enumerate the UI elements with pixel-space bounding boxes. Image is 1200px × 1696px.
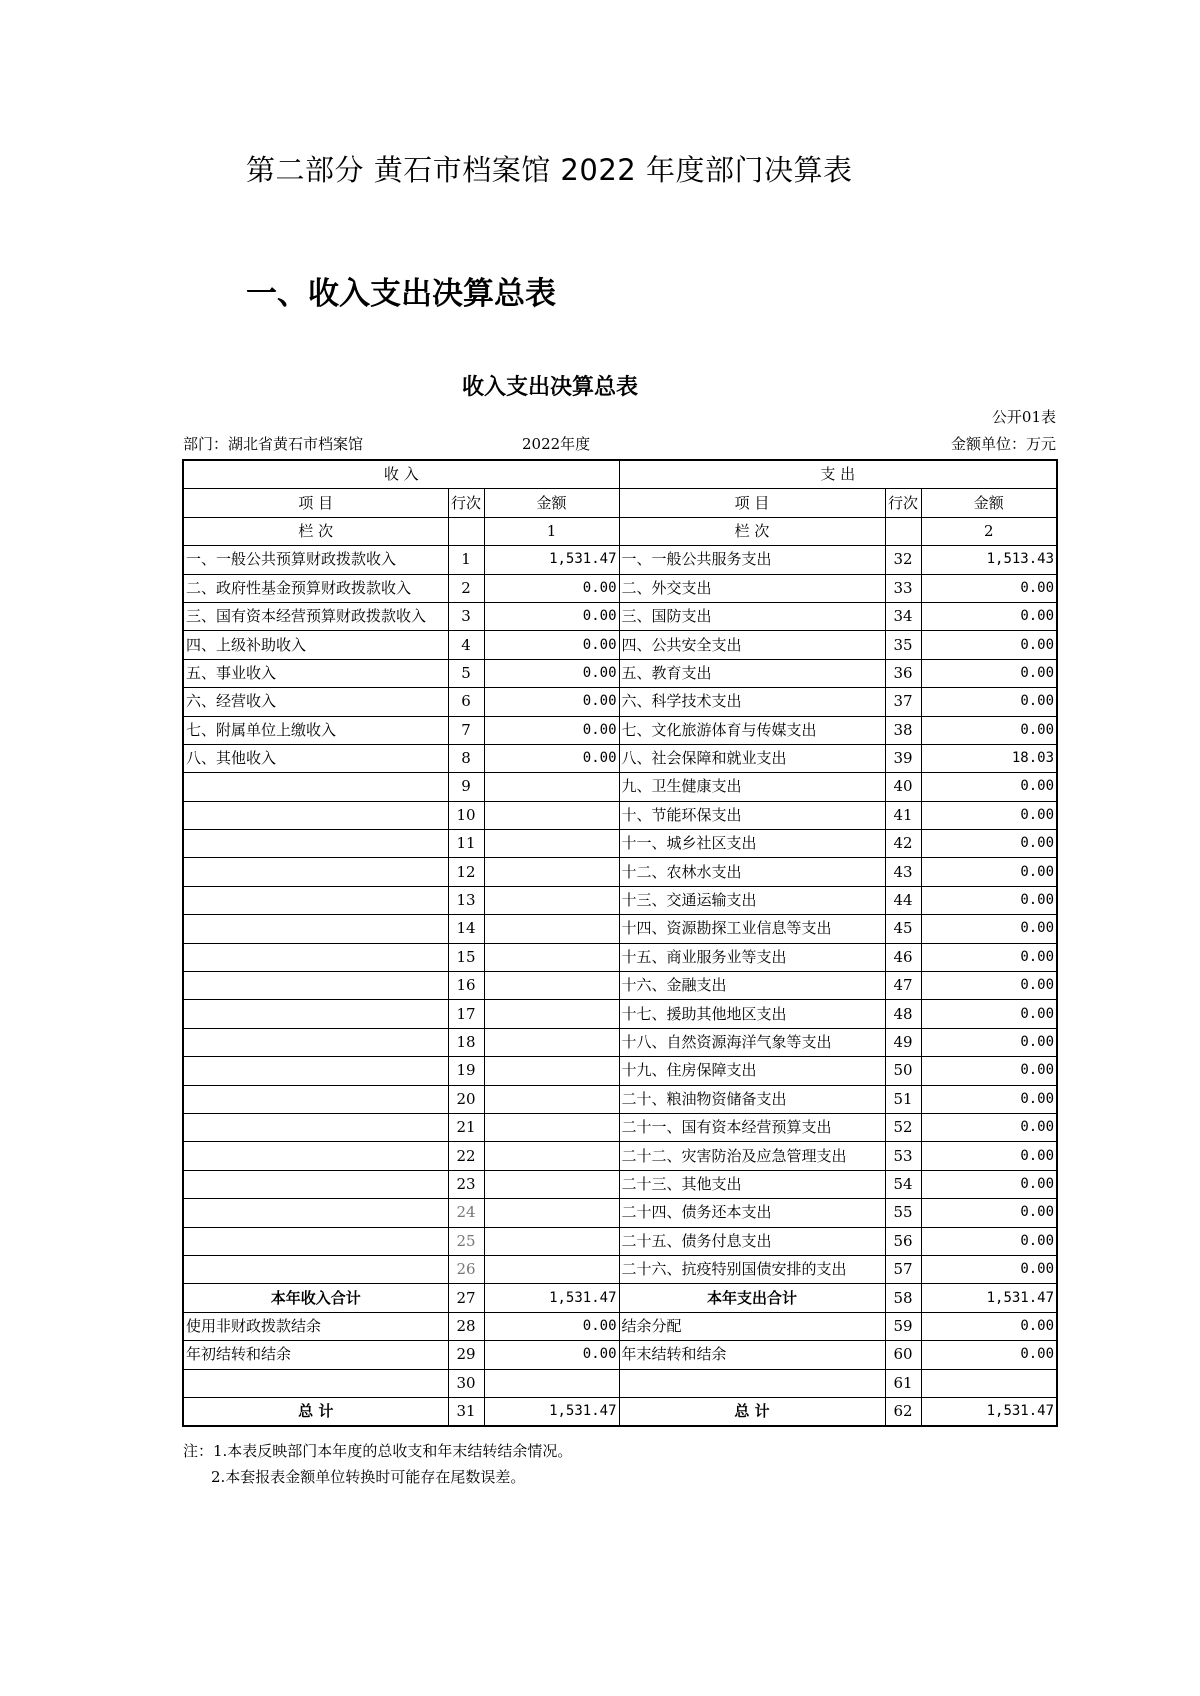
expense-rowno-cell: 60 xyxy=(885,1341,921,1369)
income-rowno-cell: 28 xyxy=(448,1312,484,1340)
expense-rowno-cell: 43 xyxy=(885,858,921,886)
expense-amount-cell: 0.00 xyxy=(921,716,1057,744)
table-row xyxy=(183,972,1057,1000)
expense-rowno-cell: 53 xyxy=(885,1142,921,1170)
income-amount-cell xyxy=(484,915,619,943)
table-row xyxy=(183,659,1057,687)
expense-rowno-cell: 62 xyxy=(885,1397,921,1426)
income-rowno-cell: 15 xyxy=(448,943,484,971)
income-rowno-cell: 13 xyxy=(448,886,484,914)
expense-item-cell: 十三、交通运输支出 xyxy=(619,886,885,914)
income-item-cell xyxy=(183,773,448,801)
expense-rowno-cell: 56 xyxy=(885,1227,921,1255)
expense-rowno-cell: 33 xyxy=(885,574,921,602)
expense-rowno-cell: 57 xyxy=(885,1255,921,1283)
income-item-cell xyxy=(183,1227,448,1255)
expense-item-cell: 二十五、债务付息支出 xyxy=(619,1227,885,1255)
expense-rowno-cell: 41 xyxy=(885,801,921,829)
table-row xyxy=(183,915,1057,943)
expense-amount-cell: 0.00 xyxy=(921,659,1057,687)
expense-rowno-cell: 40 xyxy=(885,773,921,801)
expense-item-cell: 结余分配 xyxy=(619,1312,885,1340)
income-item-cell xyxy=(183,1028,448,1056)
income-item-cell xyxy=(183,1142,448,1170)
income-rowno-cell: 3 xyxy=(448,602,484,630)
income-amount-cell: 0.00 xyxy=(484,1312,619,1340)
table-row xyxy=(183,1113,1057,1141)
expense-item-cell: 十七、援助其他地区支出 xyxy=(619,1000,885,1028)
income-item-cell xyxy=(183,1170,448,1198)
income-amount-cell xyxy=(484,972,619,1000)
table-row xyxy=(183,1227,1057,1255)
income-item-cell: 七、附属单位上缴收入 xyxy=(183,716,448,744)
expense-rowno-cell: 44 xyxy=(885,886,921,914)
income-header: 收 入 xyxy=(183,460,619,489)
income-amount-cell xyxy=(484,1113,619,1141)
expense-col-blank xyxy=(885,517,921,545)
income-amount-header: 金额 xyxy=(484,489,619,517)
expense-rowno-cell: 38 xyxy=(885,716,921,744)
expense-item-cell: 二十二、灾害防治及应急管理支出 xyxy=(619,1142,885,1170)
income-rowno-cell: 16 xyxy=(448,972,484,1000)
expense-amount-cell: 0.00 xyxy=(921,1199,1057,1227)
expense-amount-cell: 0.00 xyxy=(921,1028,1057,1056)
expense-item-cell: 二十三、其他支出 xyxy=(619,1170,885,1198)
expense-rowno-cell: 47 xyxy=(885,972,921,1000)
income-amount-cell: 1,531.47 xyxy=(484,1397,619,1426)
table-notes xyxy=(183,1438,572,1490)
expense-amount-cell: 18.03 xyxy=(921,744,1057,772)
income-rowno-cell: 2 xyxy=(448,574,484,602)
expense-amount-cell: 0.00 xyxy=(921,972,1057,1000)
expense-col-number: 2 xyxy=(921,517,1057,545)
table-row xyxy=(183,1255,1057,1283)
note-2: 2.本套报表金额单位转换时可能存在尾数误差。 xyxy=(211,1468,526,1486)
expense-item-cell: 总 计 xyxy=(619,1397,885,1426)
expense-amount-cell: 0.00 xyxy=(921,886,1057,914)
income-col-number: 1 xyxy=(484,517,619,545)
table-row xyxy=(183,886,1057,914)
table-row xyxy=(183,1369,1057,1397)
income-rowno-cell: 20 xyxy=(448,1085,484,1113)
expense-item-cell: 六、科学技术支出 xyxy=(619,688,885,716)
expense-item-cell: 五、教育支出 xyxy=(619,659,885,687)
income-item-cell xyxy=(183,972,448,1000)
income-amount-cell xyxy=(484,1170,619,1198)
table-row xyxy=(183,858,1057,886)
income-amount-cell xyxy=(484,773,619,801)
income-rowno-cell: 21 xyxy=(448,1113,484,1141)
table-row xyxy=(183,1170,1057,1198)
expense-rowno-cell: 54 xyxy=(885,1170,921,1198)
table-row xyxy=(183,1142,1057,1170)
income-item-cell: 二、政府性基金预算财政拨款收入 xyxy=(183,574,448,602)
table-row xyxy=(183,602,1057,630)
income-rowno-cell: 24 xyxy=(448,1199,484,1227)
income-item-cell: 五、事业收入 xyxy=(183,659,448,687)
table-row xyxy=(183,773,1057,801)
expense-rowno-cell: 49 xyxy=(885,1028,921,1056)
income-amount-cell xyxy=(484,943,619,971)
expense-item-cell: 二十、粮油物资储备支出 xyxy=(619,1085,885,1113)
income-item-cell xyxy=(183,1255,448,1283)
income-amount-cell: 0.00 xyxy=(484,1341,619,1369)
expense-amount-cell xyxy=(921,1369,1057,1397)
income-amount-cell: 0.00 xyxy=(484,602,619,630)
expense-amount-cell: 0.00 xyxy=(921,1113,1057,1141)
expense-item-cell: 二、外交支出 xyxy=(619,574,885,602)
expense-item-cell: 三、国防支出 xyxy=(619,602,885,630)
income-rowno-cell: 19 xyxy=(448,1057,484,1085)
expense-rowno-cell: 45 xyxy=(885,915,921,943)
part-title: 第二部分 黄石市档案馆 2022 年度部门决算表 xyxy=(246,153,853,187)
expense-item-cell: 十、节能环保支出 xyxy=(619,801,885,829)
expense-item-cell: 十九、住房保障支出 xyxy=(619,1057,885,1085)
income-item-cell xyxy=(183,1113,448,1141)
expense-rowno-cell: 51 xyxy=(885,1085,921,1113)
total-row xyxy=(183,1397,1057,1426)
income-item-cell: 三、国有资本经营预算财政拨款收入 xyxy=(183,602,448,630)
expense-amount-cell: 1,531.47 xyxy=(921,1397,1057,1426)
expense-rowno-cell: 52 xyxy=(885,1113,921,1141)
income-amount-cell: 0.00 xyxy=(484,744,619,772)
subtotal-row xyxy=(183,1284,1057,1312)
header-row-group xyxy=(183,460,1057,489)
table-row xyxy=(183,1000,1057,1028)
expense-item-cell: 十六、金融支出 xyxy=(619,972,885,1000)
expense-amount-cell: 0.00 xyxy=(921,801,1057,829)
table-row xyxy=(183,716,1057,744)
expense-rowno-cell: 36 xyxy=(885,659,921,687)
income-item-cell: 总 计 xyxy=(183,1397,448,1426)
income-amount-cell xyxy=(484,858,619,886)
expense-rowno-cell: 39 xyxy=(885,744,921,772)
income-item-cell xyxy=(183,1000,448,1028)
income-rowno-cell: 26 xyxy=(448,1255,484,1283)
expense-amount-cell: 0.00 xyxy=(921,1085,1057,1113)
income-rowno-cell: 18 xyxy=(448,1028,484,1056)
income-amount-cell xyxy=(484,886,619,914)
table-title: 收入支出决算总表 xyxy=(461,375,638,400)
table-row xyxy=(183,1312,1057,1340)
income-amount-cell: 0.00 xyxy=(484,631,619,659)
expense-amount-cell: 0.00 xyxy=(921,1057,1057,1085)
expense-amount-cell: 1,531.47 xyxy=(921,1284,1057,1312)
expense-amount-cell: 1,513.43 xyxy=(921,546,1057,574)
table-row xyxy=(183,546,1057,574)
department-label: 部门：湖北省黄石市档案馆 xyxy=(183,435,364,453)
income-amount-cell: 1,531.47 xyxy=(484,546,619,574)
expense-rowno-cell: 32 xyxy=(885,546,921,574)
expense-item-cell: 二十四、债务还本支出 xyxy=(619,1199,885,1227)
income-item-cell xyxy=(183,801,448,829)
expense-rowno-cell: 42 xyxy=(885,830,921,858)
income-amount-cell xyxy=(484,1227,619,1255)
income-item-cell xyxy=(183,1369,448,1397)
expense-amount-cell: 0.00 xyxy=(921,1170,1057,1198)
expense-amount-cell: 0.00 xyxy=(921,574,1057,602)
expense-item-cell: 二十六、抗疫特别国债安排的支出 xyxy=(619,1255,885,1283)
income-amount-cell xyxy=(484,1199,619,1227)
income-rowno-cell: 14 xyxy=(448,915,484,943)
expense-item-cell: 二十一、国有资本经营预算支出 xyxy=(619,1113,885,1141)
expense-amount-cell: 0.00 xyxy=(921,1000,1057,1028)
expense-amount-cell: 0.00 xyxy=(921,631,1057,659)
income-rowno-cell: 29 xyxy=(448,1341,484,1369)
expense-amount-cell: 0.00 xyxy=(921,1142,1057,1170)
expense-rowno-cell: 35 xyxy=(885,631,921,659)
expense-item-header: 项 目 xyxy=(619,489,885,517)
income-item-cell: 本年收入合计 xyxy=(183,1284,448,1312)
expense-item-cell: 年末结转和结余 xyxy=(619,1341,885,1369)
income-expense-table xyxy=(182,459,1058,1427)
expense-rowno-cell: 37 xyxy=(885,688,921,716)
note-1: 注：1.本表反映部门本年度的总收支和年末结转结余情况。 xyxy=(183,1442,573,1460)
income-item-cell xyxy=(183,915,448,943)
income-col-blank xyxy=(448,517,484,545)
income-rowno-cell: 5 xyxy=(448,659,484,687)
income-rowno-cell: 12 xyxy=(448,858,484,886)
expense-amount-cell: 0.00 xyxy=(921,1255,1057,1283)
income-item-cell: 年初结转和结余 xyxy=(183,1341,448,1369)
expense-amount-cell: 0.00 xyxy=(921,773,1057,801)
income-amount-cell xyxy=(484,1057,619,1085)
table-row xyxy=(183,1341,1057,1369)
expense-amount-header: 金额 xyxy=(921,489,1057,517)
table-row xyxy=(183,574,1057,602)
expense-amount-cell: 0.00 xyxy=(921,602,1057,630)
expense-rowno-cell: 55 xyxy=(885,1199,921,1227)
expense-item-cell: 七、文化旅游体育与传媒支出 xyxy=(619,716,885,744)
expense-item-cell: 十一、城乡社区支出 xyxy=(619,830,885,858)
income-item-cell: 六、经营收入 xyxy=(183,688,448,716)
income-item-cell xyxy=(183,1057,448,1085)
table-row xyxy=(183,1057,1057,1085)
header-row-column-index xyxy=(183,517,1057,545)
income-rowno-cell: 23 xyxy=(448,1170,484,1198)
expense-item-cell: 十二、农林水支出 xyxy=(619,858,885,886)
income-rowno-cell: 11 xyxy=(448,830,484,858)
income-rowno-cell: 25 xyxy=(448,1227,484,1255)
income-item-cell xyxy=(183,1085,448,1113)
income-amount-cell xyxy=(484,1369,619,1397)
income-amount-cell xyxy=(484,1028,619,1056)
table-row xyxy=(183,943,1057,971)
income-rowno-cell: 4 xyxy=(448,631,484,659)
income-item-header: 项 目 xyxy=(183,489,448,517)
header-row-columns xyxy=(183,489,1057,517)
expense-col-label: 栏 次 xyxy=(619,517,885,545)
income-rowno-cell: 31 xyxy=(448,1397,484,1426)
income-item-cell: 使用非财政拨款结余 xyxy=(183,1312,448,1340)
expense-item-cell: 十四、资源勘探工业信息等支出 xyxy=(619,915,885,943)
table-row xyxy=(183,1028,1057,1056)
income-rowno-cell: 1 xyxy=(448,546,484,574)
expense-amount-cell: 0.00 xyxy=(921,943,1057,971)
income-item-cell xyxy=(183,886,448,914)
income-amount-cell xyxy=(484,801,619,829)
expense-item-cell: 十八、自然资源海洋气象等支出 xyxy=(619,1028,885,1056)
form-number: 公开01表 xyxy=(991,408,1056,426)
income-amount-cell xyxy=(484,1000,619,1028)
income-item-cell: 八、其他收入 xyxy=(183,744,448,772)
expense-amount-cell: 0.00 xyxy=(921,688,1057,716)
expense-rowno-cell: 34 xyxy=(885,602,921,630)
fiscal-year: 2022年度 xyxy=(522,435,591,453)
income-rowno-cell: 17 xyxy=(448,1000,484,1028)
income-item-cell: 一、一般公共预算财政拨款收入 xyxy=(183,546,448,574)
expense-rowno-header: 行次 xyxy=(885,489,921,517)
income-amount-cell xyxy=(484,1085,619,1113)
expense-header: 支 出 xyxy=(619,460,1057,489)
expense-rowno-cell: 48 xyxy=(885,1000,921,1028)
income-rowno-cell: 6 xyxy=(448,688,484,716)
expense-item-cell: 九、卫生健康支出 xyxy=(619,773,885,801)
section-title: 一、收入支出决算总表 xyxy=(246,276,556,312)
income-item-cell: 四、上级补助收入 xyxy=(183,631,448,659)
expense-rowno-cell: 59 xyxy=(885,1312,921,1340)
table-row xyxy=(183,631,1057,659)
expense-item-cell xyxy=(619,1369,885,1397)
expense-amount-cell: 0.00 xyxy=(921,915,1057,943)
income-item-cell xyxy=(183,943,448,971)
income-amount-cell: 0.00 xyxy=(484,574,619,602)
income-rowno-cell: 27 xyxy=(448,1284,484,1312)
amount-unit: 金额单位：万元 xyxy=(950,435,1056,453)
income-amount-cell xyxy=(484,1255,619,1283)
table-row xyxy=(183,1199,1057,1227)
income-item-cell xyxy=(183,858,448,886)
expense-item-cell: 十五、商业服务业等支出 xyxy=(619,943,885,971)
table-row xyxy=(183,688,1057,716)
expense-amount-cell: 0.00 xyxy=(921,1312,1057,1340)
income-rowno-cell: 9 xyxy=(448,773,484,801)
income-col-label: 栏 次 xyxy=(183,517,448,545)
income-amount-cell: 0.00 xyxy=(484,659,619,687)
income-rowno-cell: 10 xyxy=(448,801,484,829)
income-amount-cell xyxy=(484,1142,619,1170)
income-rowno-header: 行次 xyxy=(448,489,484,517)
expense-amount-cell: 0.00 xyxy=(921,1227,1057,1255)
expense-rowno-cell: 58 xyxy=(885,1284,921,1312)
expense-item-cell: 一、一般公共服务支出 xyxy=(619,546,885,574)
expense-item-cell: 四、公共安全支出 xyxy=(619,631,885,659)
income-rowno-cell: 8 xyxy=(448,744,484,772)
income-item-cell xyxy=(183,1199,448,1227)
income-item-cell xyxy=(183,830,448,858)
income-rowno-cell: 30 xyxy=(448,1369,484,1397)
expense-item-cell: 八、社会保障和就业支出 xyxy=(619,744,885,772)
income-amount-cell xyxy=(484,830,619,858)
table-row xyxy=(183,830,1057,858)
expense-rowno-cell: 61 xyxy=(885,1369,921,1397)
table-row xyxy=(183,744,1057,772)
income-amount-cell: 0.00 xyxy=(484,688,619,716)
income-amount-cell: 1,531.47 xyxy=(484,1284,619,1312)
table-row xyxy=(183,1085,1057,1113)
expense-amount-cell: 0.00 xyxy=(921,1341,1057,1369)
expense-item-cell: 本年支出合计 xyxy=(619,1284,885,1312)
expense-rowno-cell: 50 xyxy=(885,1057,921,1085)
expense-amount-cell: 0.00 xyxy=(921,830,1057,858)
table-row xyxy=(183,801,1057,829)
expense-rowno-cell: 46 xyxy=(885,943,921,971)
income-rowno-cell: 7 xyxy=(448,716,484,744)
income-amount-cell: 0.00 xyxy=(484,716,619,744)
expense-amount-cell: 0.00 xyxy=(921,858,1057,886)
income-rowno-cell: 22 xyxy=(448,1142,484,1170)
